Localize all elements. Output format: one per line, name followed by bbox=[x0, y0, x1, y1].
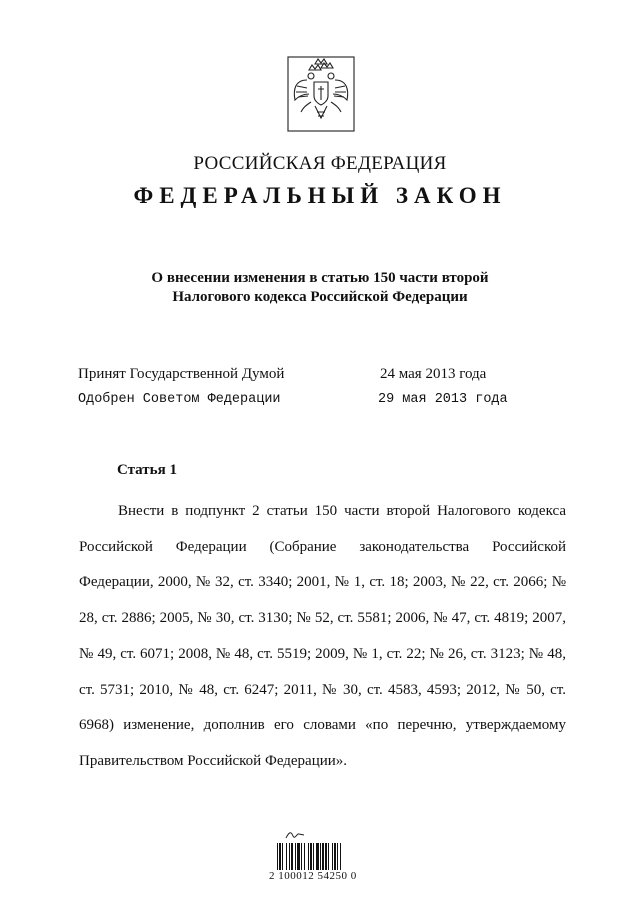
document-type-heading: ФЕДЕРАЛЬНЫЙ ЗАКОН bbox=[133, 183, 507, 208]
barcode bbox=[277, 843, 370, 870]
law-title-line: Налогового кодекса Российской Федерации bbox=[172, 289, 468, 305]
barcode-number: 2 100012 54250 0 bbox=[269, 870, 357, 882]
article-paragraph: Внести в подпункт 2 статьи 150 части второй Налогового кодекса Российской Федерации (Собрание законодательства Российской Федерации, 2000, № 32, ст. 3340; 2001, № 1, ст. 18; 2003, № 22, ст. 2066; № 28, ст. 2886; 2005, № 30, ст. 3130; № 52, ст. 5581; 2006, № 47, ст. 4819; 2007, № 49, ст. 6071; 2008, № 48, ст. 5519; 2009, № 1, ст. 22; № 26, ст. 3123; № 48, ст. 5731; 2010, № 48, ст. 6247; 2011, № 30, ст. 4583, 4593; 2012, № 50, ст. 6968) изменение, дополнив его словами «по перечню, утверждаемому Правительством Российской Федерации». bbox=[79, 503, 566, 769]
article-body bbox=[79, 494, 566, 780]
coat-of-arms-emblem bbox=[287, 56, 355, 132]
law-title-line: О внесении изменения в статью 150 части второй bbox=[151, 270, 489, 286]
article-heading: Статья 1 bbox=[117, 462, 177, 478]
law-title bbox=[70, 269, 570, 307]
duma-adoption-date: 24 мая 2013 года bbox=[380, 366, 487, 382]
council-approval-label: Одобрен Советом Федерации bbox=[78, 392, 281, 407]
council-approval-date: 29 мая 2013 года bbox=[378, 392, 508, 407]
signature-mark bbox=[285, 829, 305, 841]
duma-adoption-label: Принят Государственной Думой bbox=[78, 366, 285, 382]
country-name: РОССИЙСКАЯ ФЕДЕРАЦИЯ bbox=[193, 153, 447, 174]
